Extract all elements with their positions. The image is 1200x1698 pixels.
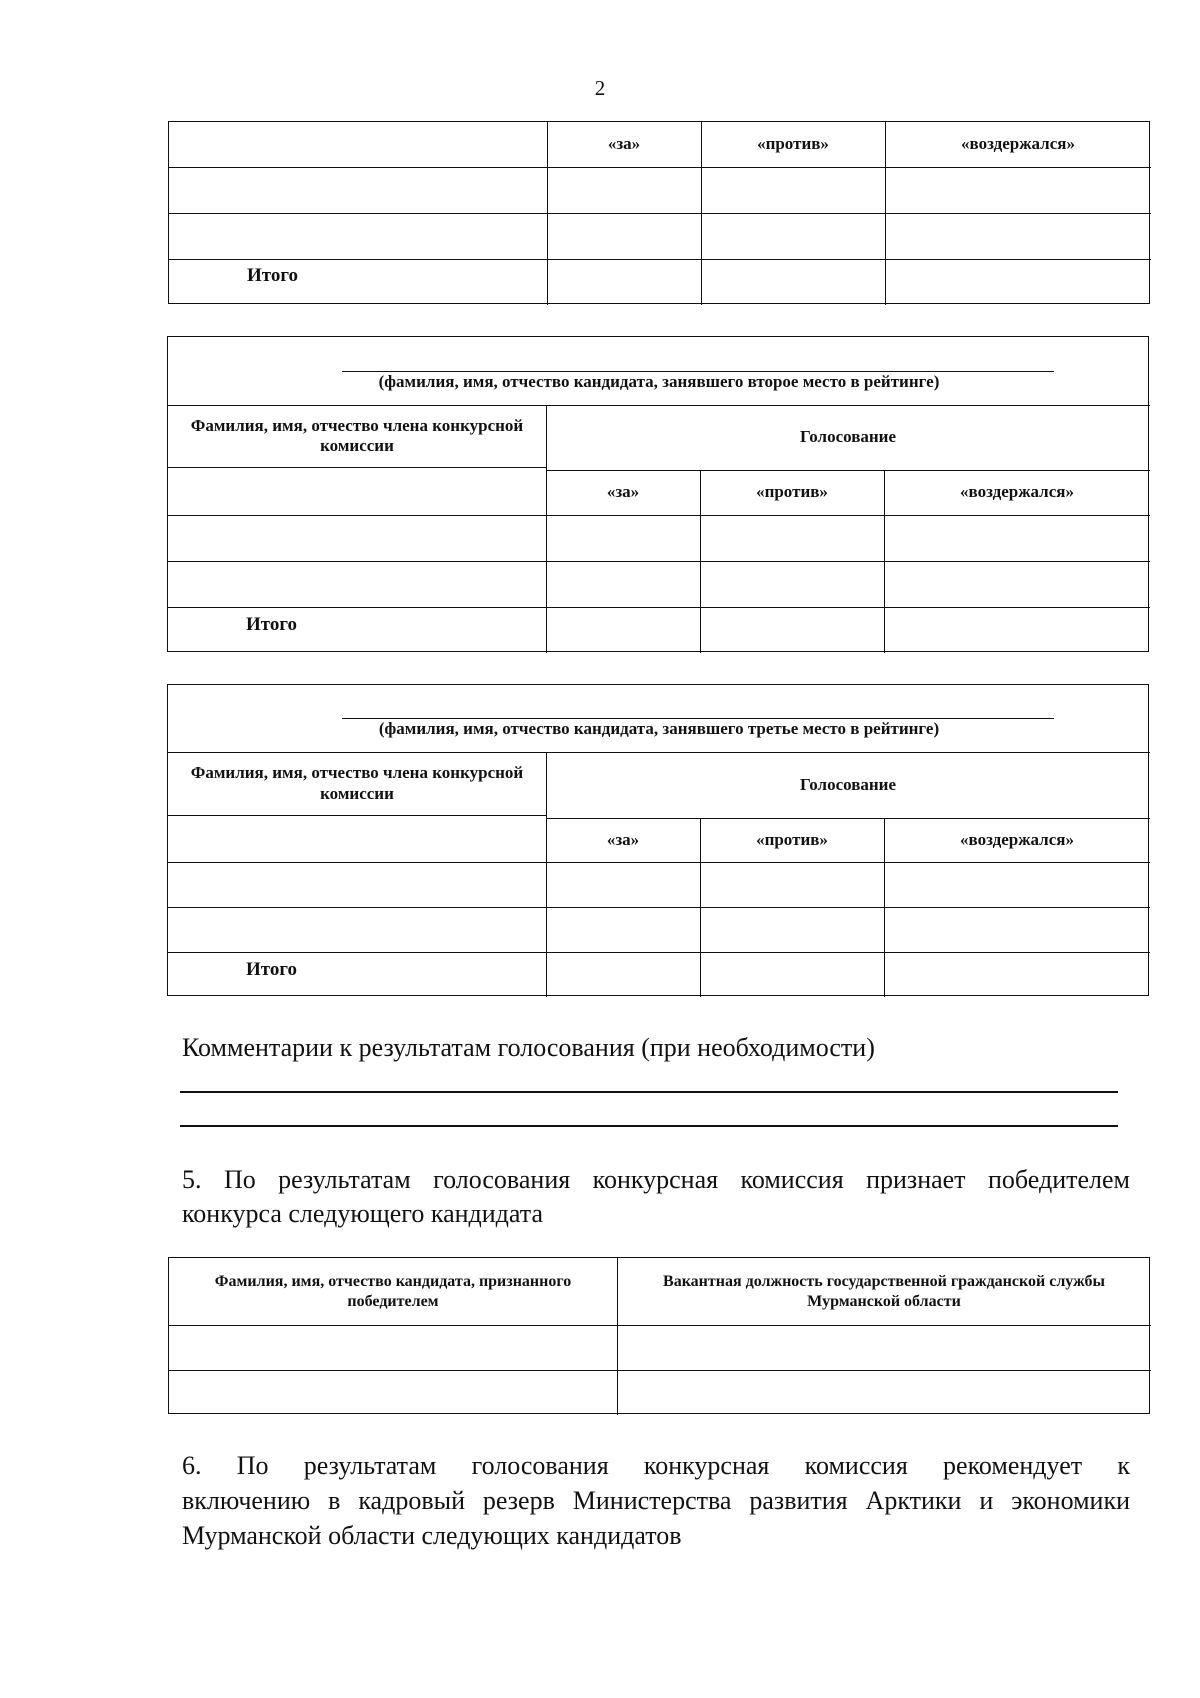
col-protiv-header: «против»	[757, 134, 829, 154]
member-header: Фамилия, имя, отчество члена конкурсной комиссии	[190, 763, 524, 803]
col-za-header: «за»	[606, 482, 640, 502]
member-header: Фамилия, имя, отчество члена конкурсной комиссии	[190, 415, 524, 455]
comments-line-2	[180, 1125, 1118, 1127]
comments-line-1	[180, 1091, 1118, 1093]
col-za-header: «за»	[607, 134, 641, 154]
section-6-line-1: 6. По результатам голосования конкурсная комиссия рекомендует к	[182, 1451, 1130, 1480]
winner-name-header: Фамилия, имя, отчество кандидата, признанного победителем	[214, 1273, 572, 1310]
col-vozderzhalsya-header: «воздержался»	[961, 134, 1075, 154]
section-6-line-3: Мурманской области следующих кандидатов	[182, 1521, 682, 1550]
col-protiv-header: «против»	[756, 482, 828, 502]
col-protiv-header: «против»	[756, 829, 828, 849]
candidate-caption: (фамилия, имя, отчество кандидата, занявшего второе место в рейтинге)	[378, 372, 940, 391]
total-label: Итого	[246, 614, 298, 635]
section-5-line-2: конкурса следующего кандидата	[182, 1199, 543, 1228]
voting-header: Голосование	[799, 774, 897, 794]
section-5-line-1: 5. По результатам голосования конкурсная комиссия признает победителем	[182, 1165, 1130, 1194]
col-za-header: «за»	[606, 829, 640, 849]
col-vozderzhalsya-header: «воздержался»	[960, 482, 1074, 502]
section-6-line-2: включению в кадровый резерв Министерства развития Арктики и экономики	[182, 1486, 1130, 1515]
total-label: Итого	[246, 959, 298, 980]
voting-header: Голосование	[799, 427, 897, 447]
col-vozderzhalsya-header: «воздержался»	[960, 829, 1074, 849]
comments-label: Комментарии к результатам голосования (при необходимости)	[182, 1033, 875, 1062]
page-number: 2	[594, 76, 606, 100]
candidate-caption: (фамилия, имя, отчество кандидата, занявшего третье место в рейтинге)	[378, 719, 940, 738]
voting-table-first	[168, 121, 1150, 304]
vacant-position-header: Вакантная должность государственной гражданской службы Мурманской области	[663, 1273, 1105, 1310]
voting-table-third-place	[167, 684, 1149, 996]
voting-table-second-place	[167, 336, 1149, 652]
winner-table	[168, 1257, 1150, 1414]
total-label: Итого	[247, 265, 299, 286]
